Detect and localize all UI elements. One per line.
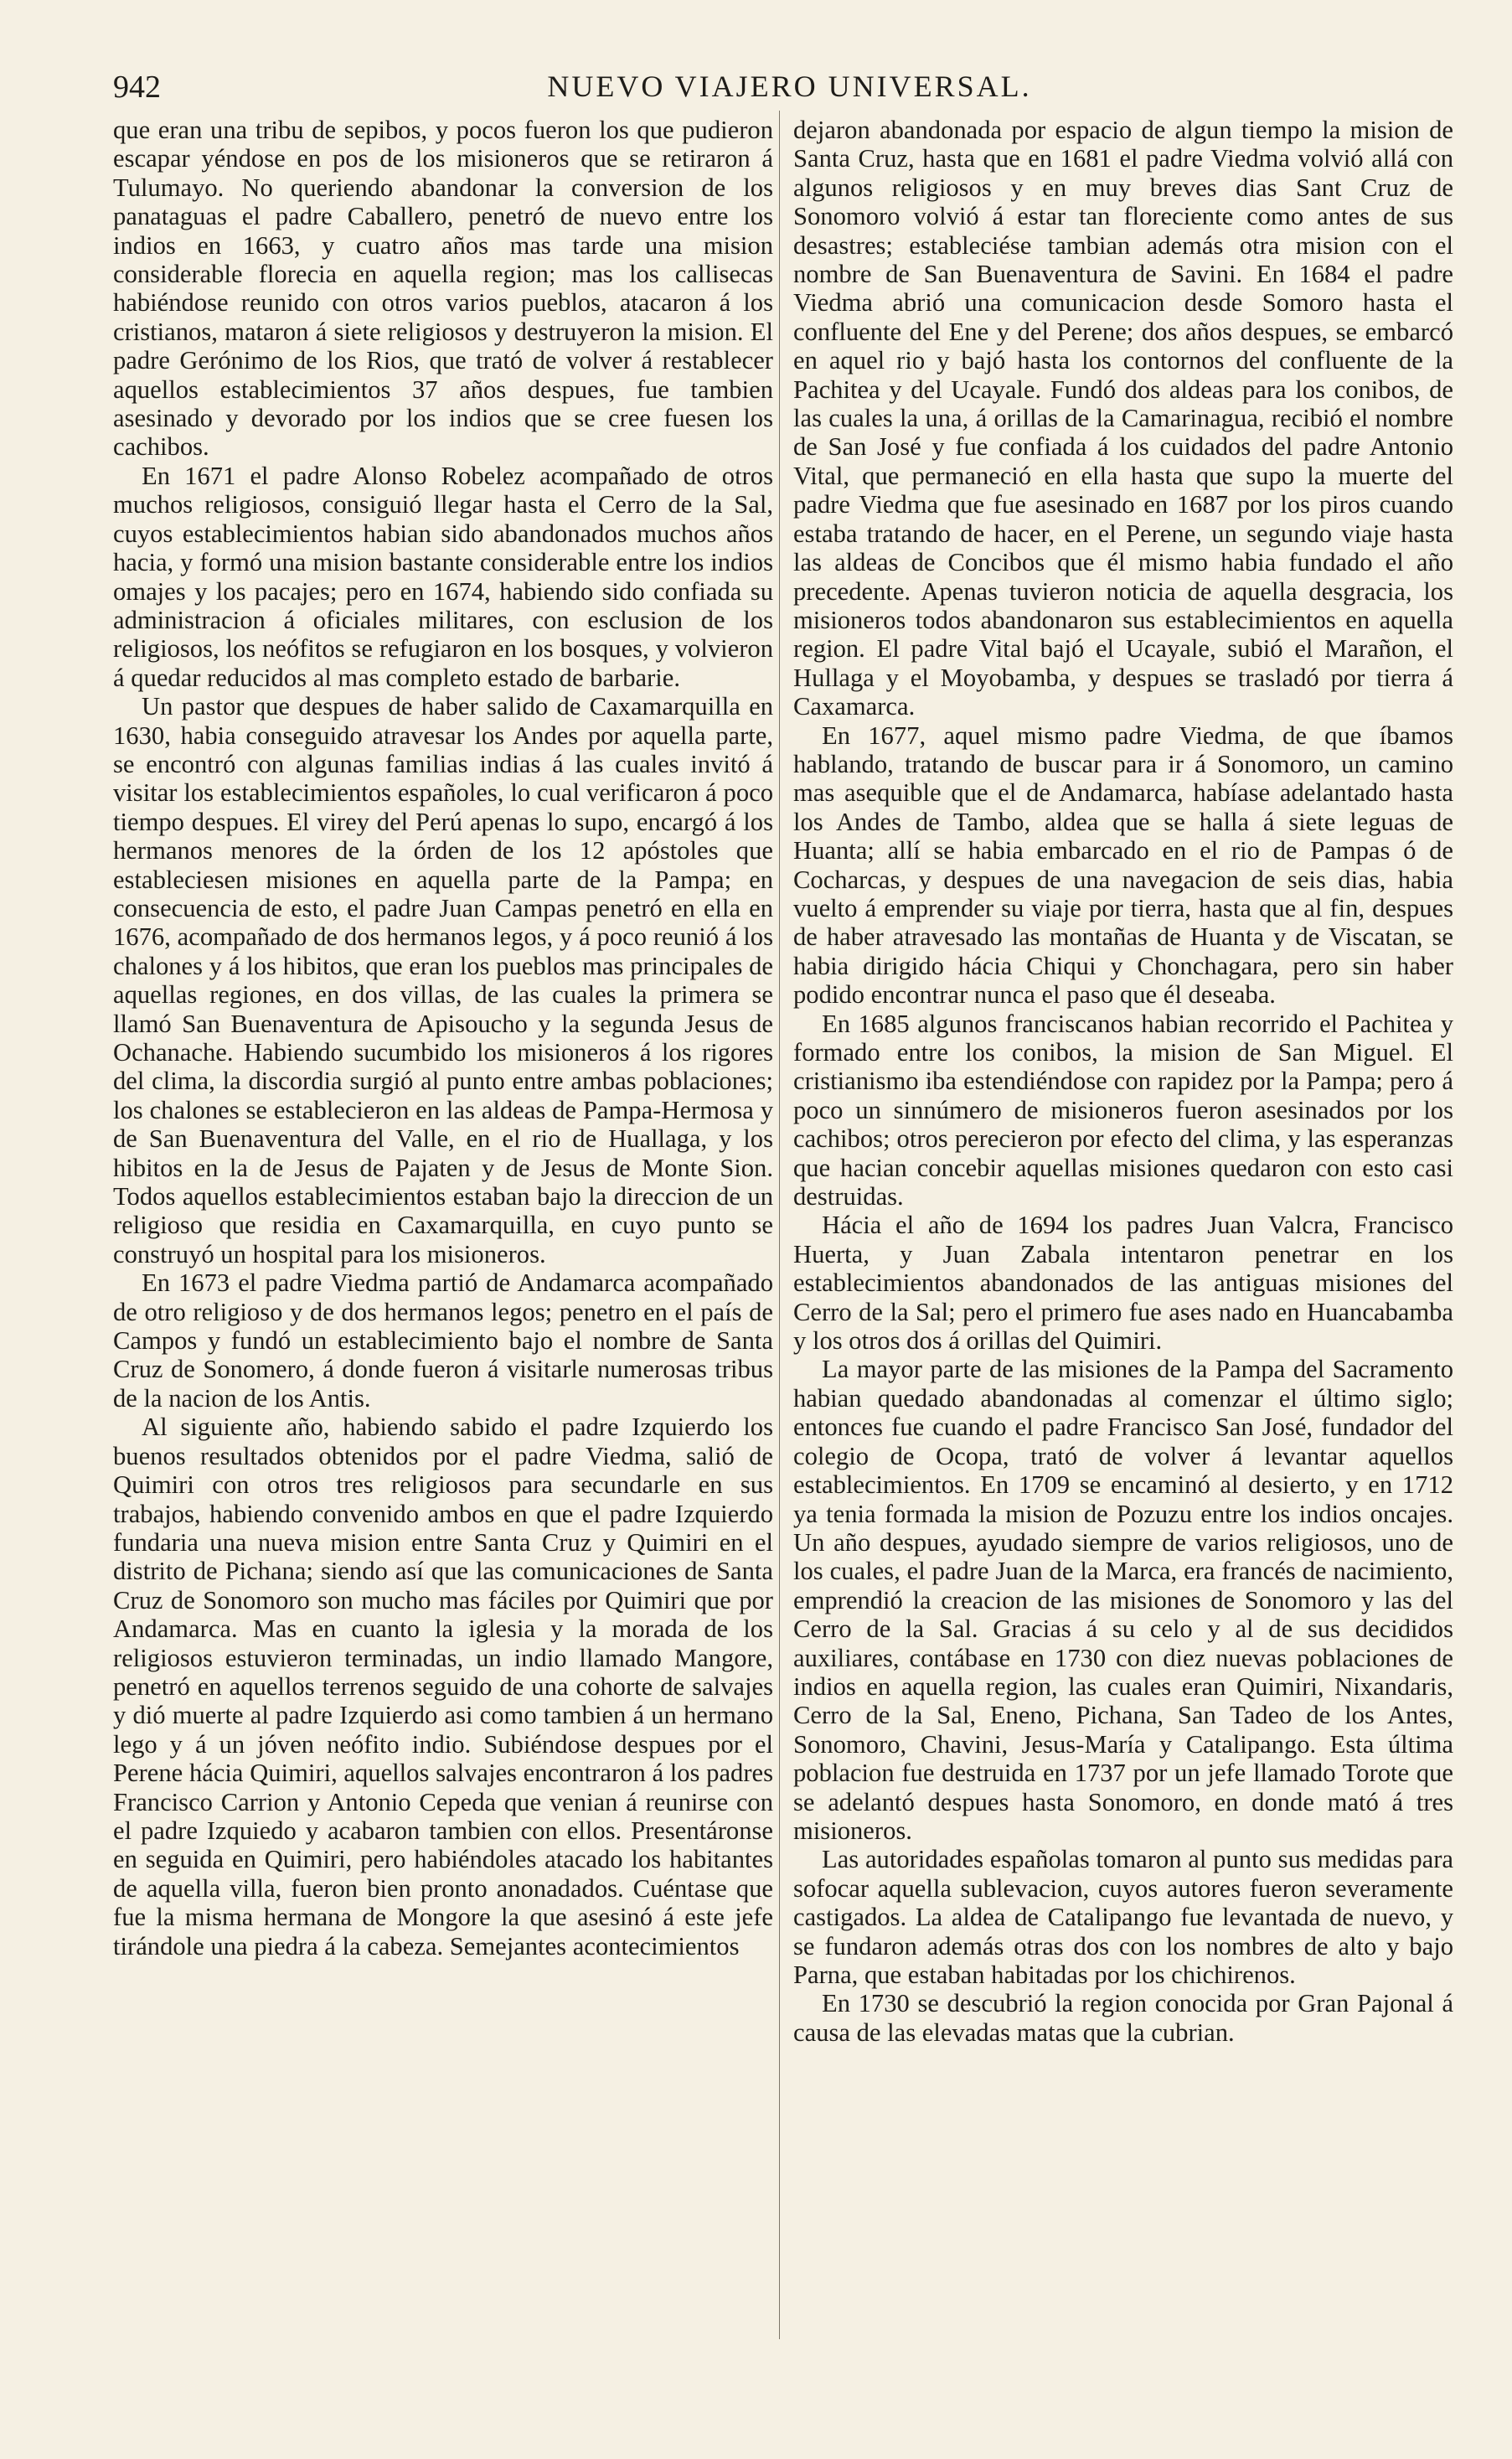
paragraph: En 1685 algunos franciscanos habian recorrido el Pachitea y formado entre los conibos, la mision de San Miguel. El cristianismo iba estendiéndose con rapidez por la Pampa; pero á poco un sinnúmero de misioneros fueron asesinados por los cachibos; otros perecieron por efecto del clima, y las esperanzas que hacian concebir aquellas misiones quedaron con esto casi destruidas. (793, 1009, 1453, 1211)
running-title: NUEVO VIAJERO UNIVERSAL. (547, 70, 1032, 103)
paragraph: En 1671 el padre Alonso Robelez acompañado de otros muchos religiosos, consiguió llegar hasta el Cerro de la Sal, cuyos establecimientos habian sido abandonados muchos años hacia, y formó una mision bastante considerable entre los indios omajes y los pacajes; pero en 1674, habiendo sido confiada su administracion á oficiales militares, con esclusion de los religiosos, los neófitos se refugiaron en los bosques, y volvieron á quedar reducidos al mas completo estado de barbarie. (113, 461, 773, 692)
paragraph: En 1677, aquel mismo padre Viedma, de que íbamos hablando, tratando de buscar para ir á Sonomoro, un camino mas asequible que el de Andamarca, habíase adelantado hasta los Andes de Tambo, aldea que se halla á siete leguas de Huanta; allí se habia embarcado en el rio de Pampas ó de Cocharcas, y despues de una navegacion de seis dias, habia vuelto á emprender su viaje por tierra, hasta que al fin, despues de haber atravesado las montañas de Huanta y de Viscatan, se habia dirigido hácia Chiqui y Chonchagara, pero sin haber podido encontrar nunca el paso que él deseaba. (793, 721, 1453, 1010)
paragraph: Un pastor que despues de haber salido de Caxamarquilla en 1630, habia conseguido atravesar los Andes por aquella parte, se encontró con algunas familias indias á las cuales invitó á visitar los establecimientos españoles, lo cual verificaron á poco tiempo despues. El virey del Perú apenas lo supo, encargó á los hermanos menores de la órden de los 12 apóstoles que estableciesen misiones en aquella parte de la Pampa; en consecuencia de esto, el padre Juan Campas penetró en ella en 1676, acompañado de dos hermanos legos, y á poco reunió á los chalones y á los hibitos, que eran los pueblos mas principales de aquellas regiones, en dos villas, de las cuales la primera se llamó San Buenaventura de Apisoucho y la segunda Jesus de Ochanache. Habiendo sucumbido los misioneros á los rigores del clima, la discordia surgió al punto entre ambas poblaciones; los chalones se establecieron en las aldeas de Pampa-Hermosa y de San Buenaventura del Valle, en el rio de Huallaga, y los hibitos en la de Jesus de Pajaten y de Jesus de Monte Sion. Todos aquellos establecimientos estaban bajo la direccion de un religioso que residia en Caxamarquilla, en cuyo punto se construyó un hospital para los misioneros. (113, 692, 773, 1268)
paragraph: En 1730 se descubrió la region conocida por Gran Pajonal á causa de las elevadas matas que la cubrian. (793, 1989, 1453, 2047)
paragraph: La mayor parte de las misiones de la Pampa del Sacramento habian quedado abandonadas al comenzar el último siglo; entonces fue cuando el padre Francisco San José, fundador del colegio de Ocopa, trató de volver á levantar aquellos establecimientos. En 1709 se encaminó al desierto, y en 1712 ya tenia formada la mision de Pozuzu entre los indios oncajes. Un año despues, ayudado siempre de varios religiosos, uno de los cuales, el padre Juan de la Marca, era francés de nacimiento, emprendió la creacion de las misiones de Sonomoro y las del Cerro de la Sal. Gracias á su celo y al de sus decididos auxiliares, contábase en 1730 con diez nuevas poblaciones de indios en aquella region, las cuales eran Quimiri, Nixandaris, Cerro de la Sal, Eneno, Pichana, San Tadeo de los Antes, Sonomoro, Chavini, Jesus-María y Catalipango. Esta última poblacion fue destruida en 1737 por un jefe llamado Torote que se adelantó despues hasta Sonomoro, en donde mató á tres misioneros. (793, 1355, 1453, 1845)
paragraph: Hácia el año de 1694 los padres Juan Valcra, Francisco Huerta, y Juan Zabala intentaron penetrar en los establecimientos abandonados de las antiguas misiones del Cerro de la Sal; pero el primero fue ases nado en Huancabamba y los otros dos á orillas del Quimiri. (793, 1211, 1453, 1356)
paragraph: Al siguiente año, habiendo sabido el padre Izquierdo los buenos resultados obtenidos por el padre Viedma, salió de Quimiri con otros tres religiosos para secundarle en sus trabajos, habiendo convenido ambos en que el padre Izquierdo fundaria una nueva mision entre Santa Cruz y Quimiri en el distrito de Pichana; siendo así que las comunicaciones de Santa Cruz de Sonomoro son mucho mas fáciles por Quimiri que por Andamarca. Mas en cuanto la iglesia y la morada de los religiosos estuvieron terminadas, un indio llamado Mangore, penetró en aquellos terrenos seguido de una cohorte de salvajes y dió muerte al padre Izquierdo asi como tambien á un hermano lego y á un jóven neófito indio. Subiéndose despues por el Perene hácia Quimiri, aquellos salvajes encontraron á los padres Francisco Carrion y Antonio Cepeda que venian á reunirse con el padre Izquiedo y acabaron tambien con ellos. Presentáronse en seguida en Quimiri, pero habiéndoles atacado los habitantes de aquella villa, fueron bien pronto anonadados. Cuéntase que fue la misma hermana de Mongore la que asesinó á este jefe tirándole una piedra á la cabeza. Semejantes acontecimientos (113, 1413, 773, 1960)
left-column (113, 116, 773, 2361)
paragraph: En 1673 el padre Viedma partió de Andamarca acompañado de otro religioso y de dos hermanos legos; penetro en el país de Campos y fundó un establecimiento bajo el nombre de Santa Cruz de Sonomero, á donde fueron á visitarle numerosas tribus de la nacion de los Antis. (113, 1268, 773, 1413)
column-divider (779, 111, 780, 2339)
page-header (113, 69, 1466, 111)
page-number: 942 (113, 70, 161, 105)
paragraph: dejaron abandonada por espacio de algun tiempo la mision de Santa Cruz, hasta que en 1681 el padre Viedma volvió allá con algunos religiosos y en muy breves dias Sant Cruz de Sonomoro volvió á estar tan floreciente como antes de sus desastres; estableciése tambian además otra mision con el nombre de San Buenaventura de Savini. En 1684 el padre Viedma abrió una comunicacion desde Somoro hasta el confluente del Ene y del Perene; dos años despues, se embarcó en aquel rio y bajó hasta los contornos del confluente de la Pachitea y del Ucayale. Fundó dos aldeas para los conibos, de las cuales la una, á orillas de la Camarinagua, recibió el nombre de San José y fue confiada á los cuidados del padre Antonio Vital, que permaneció en ella hasta que supo la muerte del padre Viedma que fue asesinado en 1687 por los piros cuando estaba tratando de hacer, en el Perene, un segundo viaje hasta las aldeas de Concibos que él mismo habia fundado el año precedente. Apenas tuvieron noticia de aquella desgracia, los misioneros todos abandonaron sus establecimientos en aquella region. El padre Vital bajó el Ucayale, subió el Marañon, el Hullaga y el Moyobamba, y despues se trasladó por tierra á Caxamarca. (793, 116, 1453, 721)
paragraph: que eran una tribu de sepibos, y pocos fueron los que pudieron escapar yéndose en pos de los misioneros que se retiraron á Tulumayo. No queriendo abandonar la conversion de los panataguas el padre Caballero, penetró de nuevo entre los indios en 1663, y cuatro años mas tarde una mision considerable florecia en aquella region; mas los callisecas habiéndose reunido con otros varios pueblos, atacaron á los cristianos, mataron á siete religiosos y destruyeron la mision. El padre Gerónimo de los Rios, que trató de volver á restablecer aquellos establecimientos 37 años despues, fue tambien asesinado y devorado por los indios que se cree fuesen los cachibos. (113, 116, 773, 462)
right-column (793, 116, 1453, 2361)
paragraph: Las autoridades españolas tomaron al punto sus medidas para sofocar aquella sublevacion, cuyos autores fueron severamente castigados. La aldea de Catalipango fue levantada de nuevo, y se fundaron además otras dos con los nombres de alto y bajo Parna, que estaban habitadas por los chichirenos. (793, 1845, 1453, 1989)
